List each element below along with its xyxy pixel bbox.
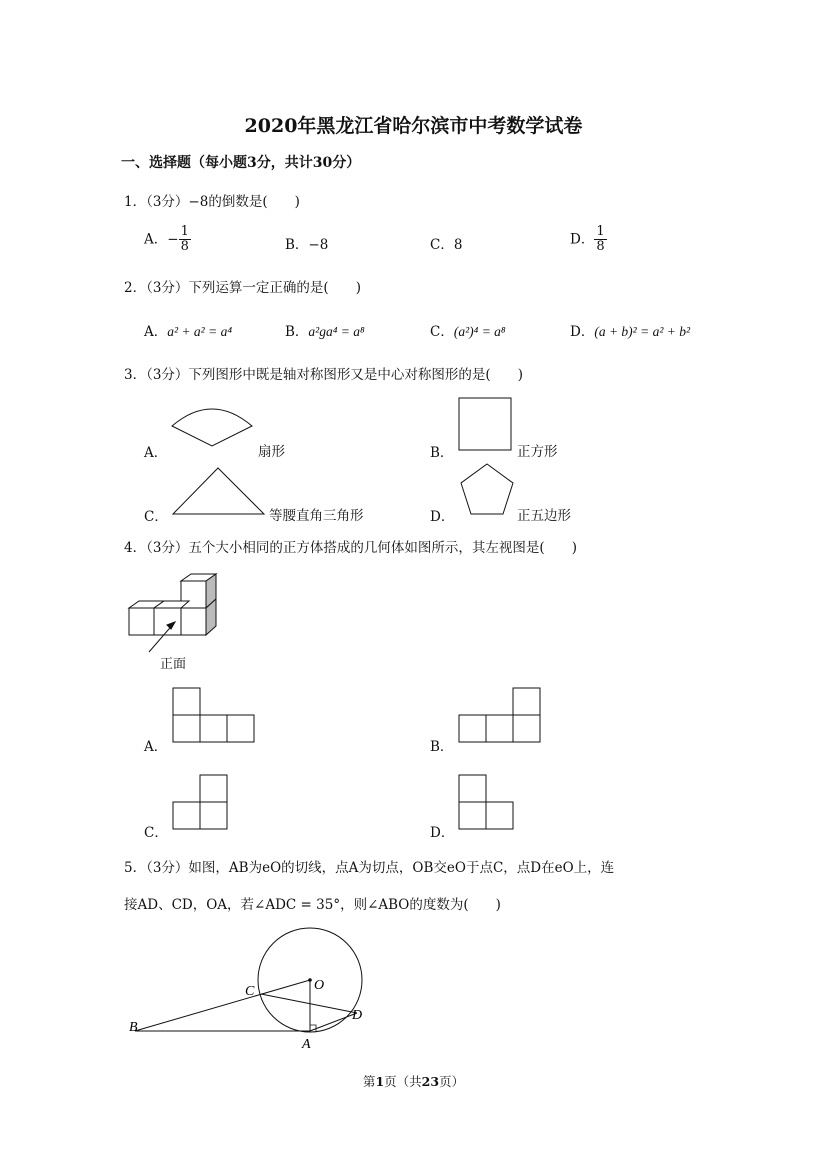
- q3-caption-c: 等腰直角三角形: [269, 508, 364, 524]
- q4-option-d: D．: [430, 825, 455, 841]
- q4-view-c: [172, 774, 232, 832]
- q4-view-d: [458, 774, 518, 832]
- q3-option-d: D．: [430, 509, 455, 525]
- question-4-stem: 4．（3分）五个大小相同的正方体搭成的几何体如图所示，其左视图是( ): [124, 540, 577, 556]
- q2-d-expr: (a + b)² = a² + b²: [594, 324, 691, 339]
- label-a: A: [302, 1037, 311, 1052]
- q2-b-expr: a²ga⁴ = a⁸: [308, 324, 365, 339]
- question-5-line1: 5．（3分）如图，AB为eO的切线，点A为切点，OB交eO于点C，点D在eO上，连: [124, 860, 615, 876]
- center-point: [308, 978, 312, 982]
- q4-option-a: A．: [144, 739, 168, 755]
- label-c: C: [245, 984, 255, 999]
- total-pages: 23: [421, 1074, 440, 1089]
- q1-option-a: [144, 225, 191, 255]
- segment-ad: [310, 1013, 357, 1031]
- section-heading: 一、选择题（每小题3分，共计30分）: [121, 155, 361, 171]
- q2-a-expr: a² + a² = a⁴: [167, 324, 233, 339]
- segment-bo: [135, 980, 310, 1031]
- question-5-line2: 接AD、CD，OA，若∠ADC = 35°，则∠ABO的度数为( ): [124, 897, 501, 913]
- question-1-stem: 1．（3分）−8的倒数是( ): [124, 194, 300, 210]
- q1-option-c: C．8: [430, 237, 463, 253]
- label-d: D: [352, 1008, 363, 1023]
- q2-option-b: B．a²ga⁴ = a⁸: [285, 324, 365, 340]
- q3-option-c: C．: [144, 509, 168, 525]
- q1-option-a-sign: −: [167, 231, 179, 248]
- q3-caption-b: 正方形: [517, 444, 558, 460]
- label-b: B: [129, 1020, 138, 1035]
- q1-option-d-fraction: [594, 225, 606, 255]
- front-view-label: 正面: [160, 657, 187, 672]
- q1-option-d-label: D．: [570, 231, 595, 248]
- q1-option-a-fraction: [179, 225, 191, 255]
- page-footer: 第1页（共23页）: [362, 1074, 465, 1089]
- q2-c-expr: (a²)⁴ = a⁸: [453, 324, 506, 339]
- q2-option-d: D．(a + b)² = a² + b²: [570, 324, 691, 340]
- question-2-stem: 2．（3分）下列运算一定正确的是( ): [124, 280, 361, 296]
- q2-option-c: C．(a²)⁴ = a⁸: [430, 324, 506, 340]
- q3-caption-a: 扇形: [258, 444, 285, 460]
- q4-option-c: C．: [144, 825, 168, 841]
- page-title: 2020年黑龙江省哈尔滨市中考数学试卷: [244, 115, 583, 137]
- q4-view-a: [172, 687, 258, 745]
- q4-option-b: B．: [430, 739, 454, 755]
- square-figure: [458, 397, 514, 453]
- q1-option-b: B．−8: [285, 237, 329, 253]
- q3-option-a: A．: [144, 445, 168, 461]
- label-o: O: [314, 978, 325, 993]
- q1-d-denominator: 8: [596, 239, 605, 255]
- q3-caption-d: 正五边形: [517, 508, 571, 524]
- q1-d-numerator: 1: [596, 224, 605, 239]
- circle-tangent-figure: [125, 925, 375, 1055]
- sector-figure: [170, 400, 255, 450]
- current-page: 1: [375, 1074, 385, 1089]
- segment-cd: [261, 994, 357, 1013]
- q1-option-a-label: A．: [144, 231, 168, 248]
- pentagon-figure: [458, 462, 516, 518]
- q4-view-b: [458, 687, 544, 745]
- q2-option-a: A．a² + a² = a⁴: [144, 324, 233, 340]
- question-3-stem: 3．（3分）下列图形中既是轴对称图形又是中心对称图形的是( ): [124, 367, 523, 383]
- isosceles-right-triangle-figure: [172, 466, 266, 516]
- q1-a-numerator: 1: [180, 224, 189, 239]
- q1-option-d: [570, 225, 607, 255]
- q3-option-b: B．: [430, 445, 454, 461]
- q1-a-denominator: 8: [180, 239, 189, 255]
